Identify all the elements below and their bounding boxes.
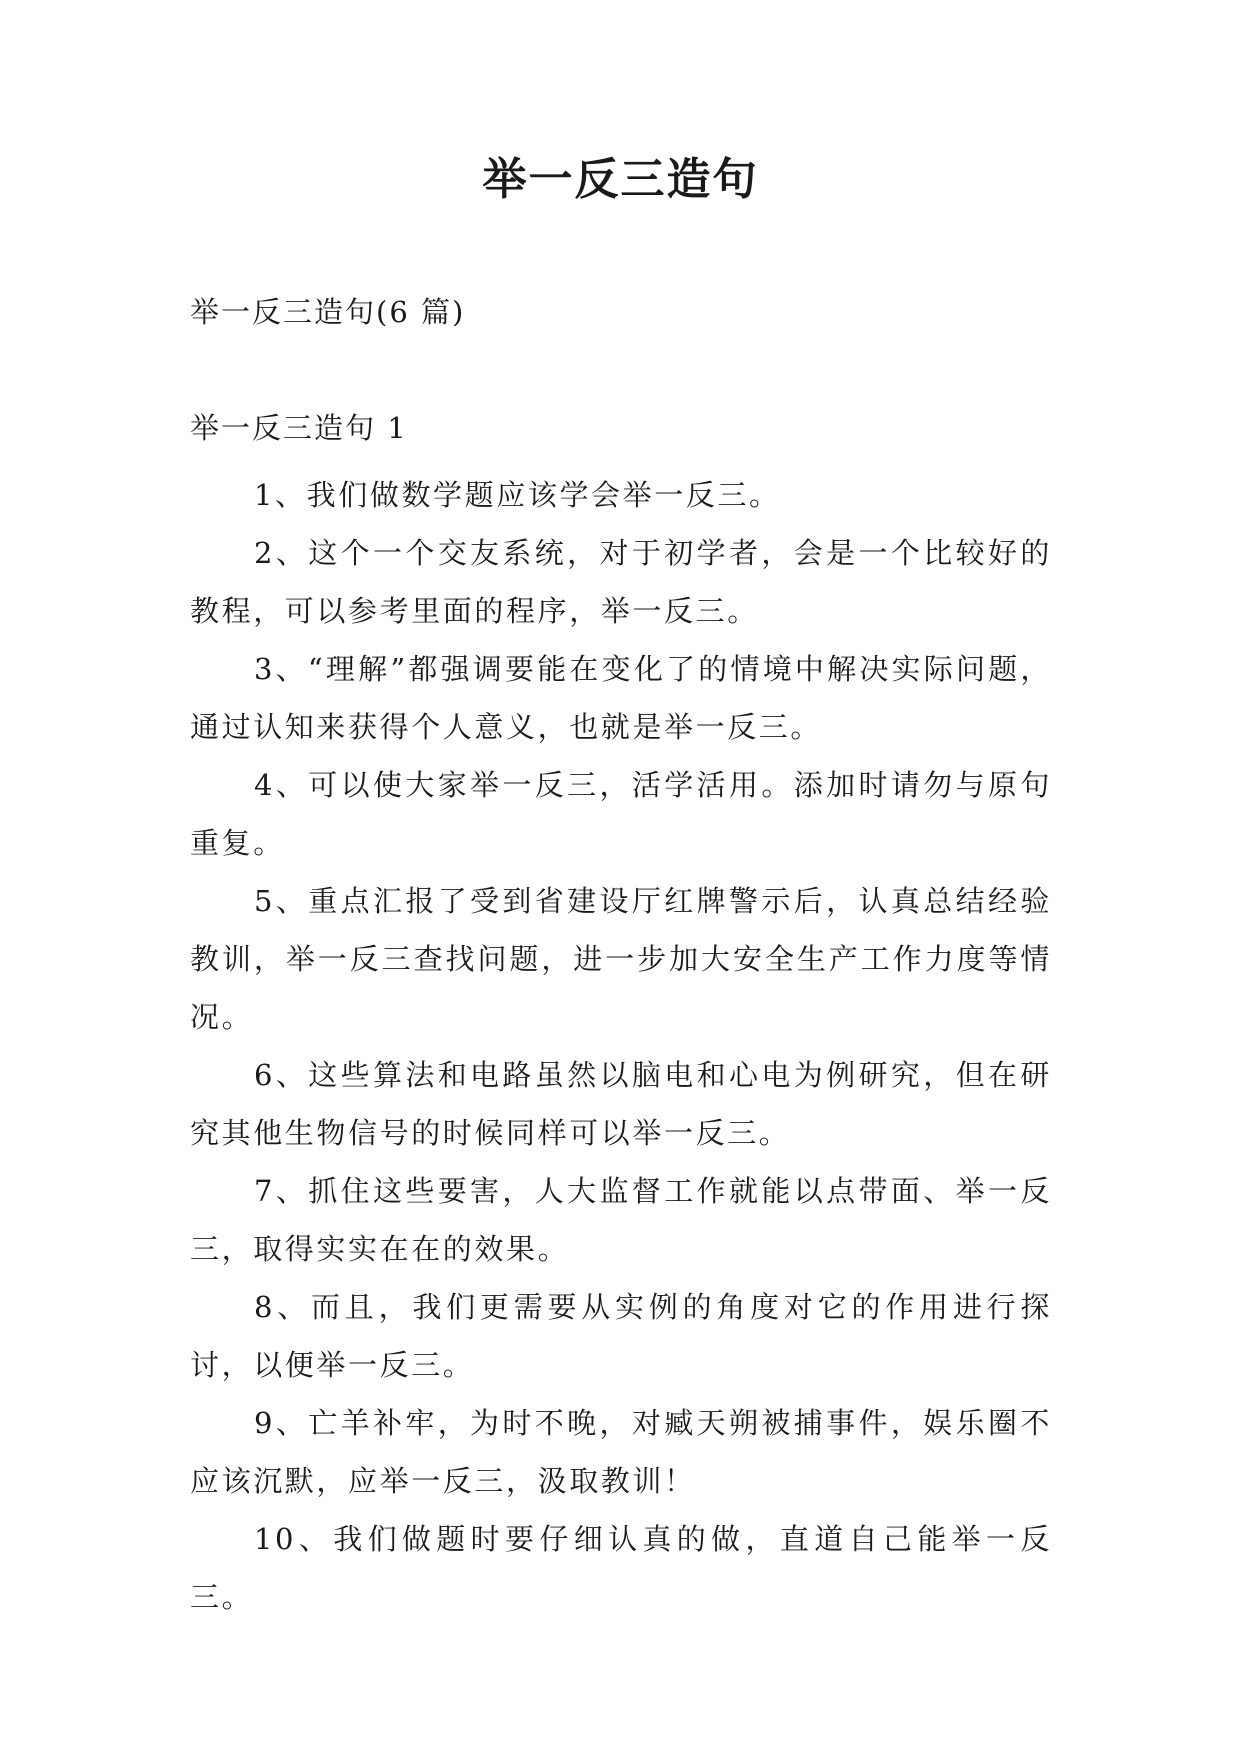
paragraph: 7、抓住这些要害，人大监督工作就能以点带面、举一反三，取得实实在在的效果。 — [190, 1174, 1052, 1266]
paragraph: 9、亡羊补牢，为时不晚，对臧天朔被捕事件，娱乐圈不应该沉默，应举一反三，汲取教训！ — [190, 1406, 1052, 1498]
document-body — [190, 466, 1052, 1626]
paragraph: 6、这些算法和电路虽然以脑电和心电为例研究，但在研究其他生物信号的时候同样可以举一反三。 — [190, 1058, 1052, 1150]
paragraph: 10、我们做题时要仔细认真的做，直道自己能举一反三。 — [190, 1522, 1052, 1614]
paragraph: 4、可以使大家举一反三，活学活用。添加时请勿与原句重复。 — [190, 768, 1052, 860]
paragraph: 1、我们做数学题应该学会举一反三。 — [254, 478, 781, 512]
paragraph: 8、而且，我们更需要从实例的角度对它的作用进行探讨，以便举一反三。 — [190, 1290, 1052, 1382]
section-heading: 举一反三造句 1 — [190, 411, 408, 445]
document-title: 举一反三造句 — [482, 154, 759, 205]
document-subtitle: 举一反三造句(6 篇) — [190, 295, 466, 329]
paragraph: 5、重点汇报了受到省建设厅红牌警示后，认真总结经验教训，举一反三查找问题，进一步加大安全生产工作力度等情况。 — [190, 884, 1052, 1034]
paragraph: 3、“理解”都强调要能在变化了的情境中解决实际问题，通过认知来获得个人意义，也就是举一反三。 — [190, 652, 1052, 744]
paragraph: 2、这个一个交友系统，对于初学者，会是一个比较好的教程，可以参考里面的程序，举一反三。 — [190, 536, 1052, 628]
